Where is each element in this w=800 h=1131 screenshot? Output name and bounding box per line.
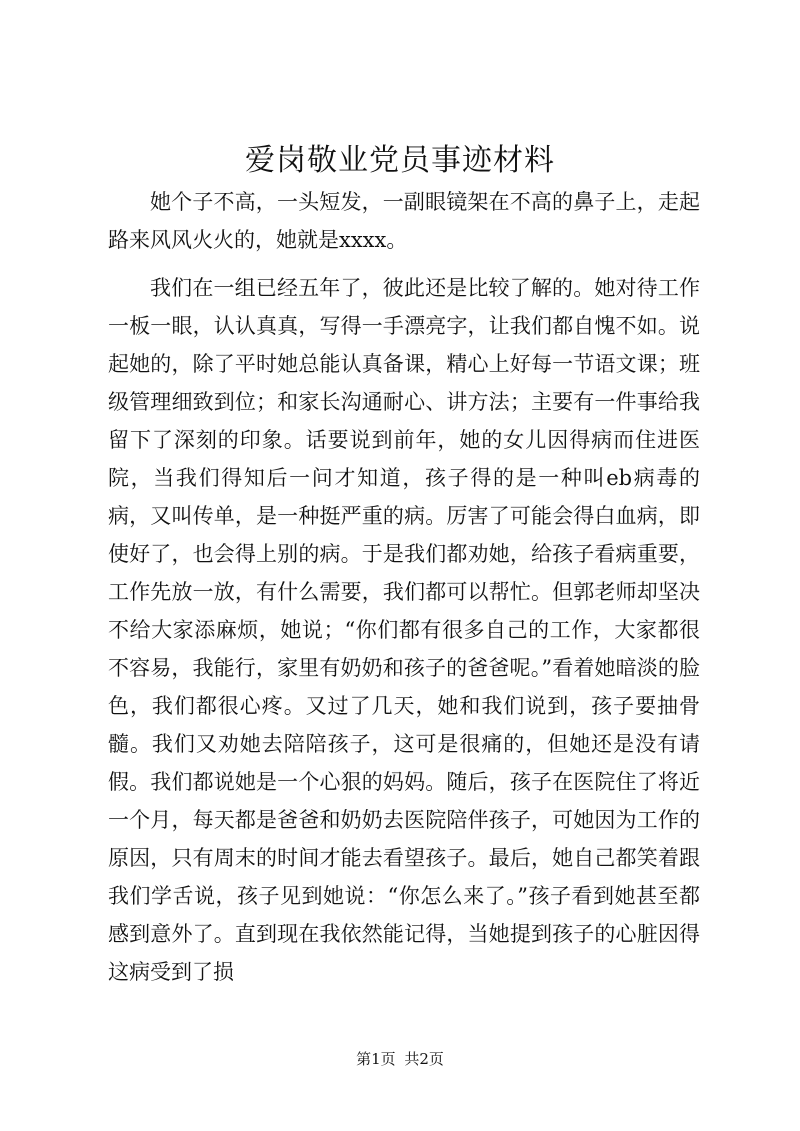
paragraph-1: 她个子不高，一头短发，一副眼镜架在不高的鼻子上，走起路来风风火火的，她就是xxxx。: [108, 190, 700, 252]
document-title: 爱岗敬业党员事迹材料: [245, 143, 555, 178]
page-number: 第1页: [356, 1050, 396, 1068]
paragraph-2: 我们在一组已经五年了，彼此还是比较了解的。她对待工作一板一眼，认认真真，写得一手漂亮字，让我们都自愧不如。说起她的，除了平时她总能认真备课，精心上好每一节语文课；班级管理细致到位；和家长沟通耐心、讲方法；主要有一件事给我留下了深刻的印象。话要说到前年，她的女儿因得病而住进医院，当我们得知后一问才知道，孩子得的是一种叫eb病毒的病，又叫传单，是一种挺严重的病。厉害了可能会得白血病，即使好了，也会得上别的病。于是我们都劝她，给孩子看病重要，工作先放一放，有什么需要，我们都可以帮忙。但郭老师却坚决不给大家添麻烦，她说；“你们都有很多自己的工作，大家都很不容易，我能行，家里有奶奶和孩子的爸爸呢。”看着她暗淡的脸色，我们都很心疼。又过了几天，她和我们说到，孩子要抽骨髓。我们又劝她去陪陪孩子，这可是很痛的，但她还是没有请假。我们都说她是一个心狠的妈妈。随后，孩子在医院住了将近一个月，每天都是爸爸和奶奶去医院陪伴孩子，可她因为工作的原因，只有周末的时间才能去看望孩子。最后，她自己都笑着跟我们学舌说，孩子见到她说：“你怎么来了。”孩子看到她甚至都感到意外了。直到现在我依然能记得，当她提到孩子的心脏因得这病受到了损: [108, 276, 700, 984]
page-total: 共2页: [404, 1050, 444, 1068]
document-body: [108, 183, 700, 991]
page-footer: [0, 1049, 800, 1069]
